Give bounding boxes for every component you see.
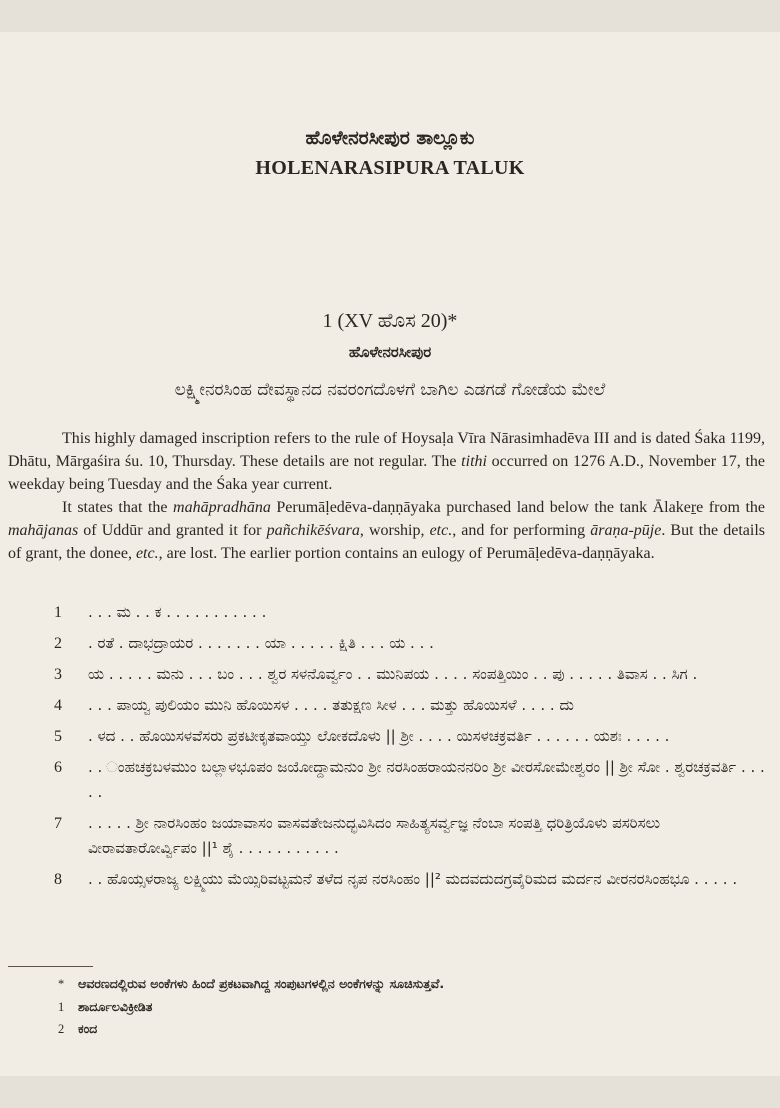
summary-text: . But the details of grant, the donee, bbox=[8, 522, 765, 562]
summary-term: etc. bbox=[429, 522, 453, 539]
line-number: 4 bbox=[54, 697, 62, 714]
footnote-mark: * bbox=[58, 977, 65, 991]
line-text: . ಳದ . . ಹೊಯಿಸಳವೆಸರು ಪ್ರಕಟೀಕೃತವಾಯ್ತು ಲೋಕದೊಳು || ಶ್ರೀ . . . . ಯಿಸಳಚಕ್ರವರ್ತಿ . . . . . . ಯಶಃ . . . . . bbox=[88, 727, 670, 745]
text-line bbox=[0, 693, 780, 718]
document-page bbox=[0, 32, 780, 1076]
line-number: 2 bbox=[54, 635, 62, 652]
kannada-page-title: ಹೊಳೇನರಸೀಪುರ ತಾಲ್ಲೂಕು bbox=[305, 127, 475, 149]
english-page-title: HOLENARASIPURA TALUK bbox=[255, 157, 525, 179]
line-text: . . . ಪಾಯ್ವ ಪುಲಿಯಂ ಮುನಿ ಹೊಯಿಸಳ . . . . ತತುಕ್ಷಣ ಸೀಳ . . . ಮತ್ತು ಹೊಯಿಸಳೆ . . . . ದು bbox=[88, 696, 574, 714]
summary-text: Perumāḷedēva-daṇṇāyaka purchased land below the tank Ālakeṟe from the bbox=[270, 499, 765, 516]
text-line bbox=[0, 600, 780, 625]
summary-text: This highly damaged inscription refers to the rule of Hoysaḷa Vīra Nārasimhadēva III and is dated Śaka 1199, Dhātu, Mārgaśira śu. 10, Thursday. These details are not regular. The bbox=[8, 430, 765, 470]
footnote-text: ಆವರಣದಲ್ಲಿರುವ ಅಂಕೆಗಳು ಹಿಂದೆ ಪ್ರಕಟವಾಗಿದ್ದ ಸಂಪುಟಗಳಲ್ಲಿನ ಅಂಕೆಗಳನ್ನು ಸೂಚಿಸುತ್ತವೆ. bbox=[78, 976, 445, 991]
line-text: . ರತೆ . ದಾಭದ್ರಾಯರ . . . . . . . ಯಾ . . . . . ಕ್ಷಿತಿ . . . ಯ . . . bbox=[88, 634, 434, 652]
footnote bbox=[58, 1021, 758, 1037]
summary-text: of Uddūr and granted it for bbox=[78, 522, 267, 539]
line-number: 7 bbox=[54, 815, 62, 832]
footnote-mark: 2 bbox=[58, 1022, 65, 1036]
summary-term: etc. bbox=[135, 545, 159, 562]
line-number: 6 bbox=[54, 759, 62, 776]
footnote-text: ಕಂದ bbox=[78, 1021, 98, 1036]
text-line bbox=[0, 662, 780, 687]
summary-paragraph-2 bbox=[8, 496, 765, 565]
text-line bbox=[0, 724, 780, 749]
summary-text: It states that the bbox=[62, 499, 174, 516]
summary-term: pañchikēśvara bbox=[266, 522, 360, 539]
line-text: . . ಹೊಯ್ಸಳರಾಜ್ಯ ಲಕ್ಷ್ಮಿಯು ಮೆಯ್ಸಿರಿವಟ್ಟಮನೆ ತಳೆದ ನೃಪ ನರಸಿಂಹಂ ||² ಮದವದುದಗ್ರವೈರಿಮದ ಮರ್ದನ ವೀರನರಸಿಂಹಭೂ . . . . . bbox=[88, 870, 738, 888]
summary-text: , worship, bbox=[359, 522, 430, 539]
text-line bbox=[0, 867, 780, 892]
inscription-location: ಲಕ್ಷ್ಮೀನರಸಿಂಹ ದೇವಸ್ಥಾನದ ನವರಂಗದೊಳಗೆ ಬಾಗಿಲ ಎಡಗಡೆ ಗೋಡೆಯ ಮೇಲೆ bbox=[174, 380, 606, 400]
summary-term: mahāpradhāna bbox=[173, 499, 271, 516]
line-number: 3 bbox=[54, 666, 62, 683]
line-number: 1 bbox=[54, 604, 62, 621]
summary-text: occurred on 1276 A.D., November 17, the weekday being Tuesday and the Śaka year current. bbox=[8, 453, 765, 493]
line-text: . . . . . ಶ್ರೀ ನಾರಸಿಂಹಂ ಜಯಾವಾಸಂ ವಾಸವತೇಜನುದ್ಭವಿಸಿದಂ ಸಾಹಿತ್ಯಸರ್ವ್ವಜ್ಞ ನೆಂಬಾ ಸಂಪತ್ತಿ ಧರಿತ್ರಿಯೊಳು ಪಸರಿಸಲು ವೀರಾವತಾರೋರ್ವ್ವಿಪಂ ||¹ ಶೈ . . . . . . . . . . . bbox=[88, 814, 661, 857]
footnote-text: ಶಾರ್ದೂಲವಿಕ್ರೀಡಿತ bbox=[78, 999, 153, 1014]
summary-term: tithi bbox=[461, 453, 487, 470]
line-number: 5 bbox=[54, 728, 62, 745]
summary-term: mahājanas bbox=[8, 522, 79, 539]
footnote-divider bbox=[8, 966, 93, 967]
text-line bbox=[0, 631, 780, 656]
line-text: ಯ . . . . . ಮನು . . . ಬಂ . . . ಶ್ವರ ಸಳನೊರ್ವ್ವಂ . . ಮುನಿಪಯ . . . . ಸಂಪತ್ತಿಯಿಂ . . ಪು . . . . . ತಿವಾಸ . . ಸಿಗ . bbox=[88, 665, 698, 683]
inscription-place: ಹೊಳೇನರಸೀಪುರ bbox=[348, 343, 432, 361]
summary-text: , are lost. The earlier portion contains an eulogy of Perumāḷedēva-daṇṇāyaka. bbox=[158, 545, 655, 562]
footnote bbox=[58, 976, 758, 992]
text-line bbox=[0, 811, 780, 861]
line-number: 8 bbox=[54, 871, 62, 888]
footnote-mark: 1 bbox=[58, 1000, 65, 1014]
summary-text: , and for performing bbox=[452, 522, 591, 539]
summary-paragraph-1 bbox=[8, 427, 765, 496]
text-line bbox=[0, 755, 780, 805]
inscription-number: 1 (XV ಹೊಸ 20)* bbox=[322, 310, 458, 332]
footnote bbox=[58, 999, 758, 1015]
line-text: . . . ಮ . . ಕ . . . . . . . . . . . bbox=[88, 603, 267, 621]
summary-term: āraṇa-pūje bbox=[590, 522, 662, 539]
line-text: . . ಂಹಚಕ್ರಬಳಮುಂ ಬಲ್ಲಾಳಭೂಪಂ ಜಯೋದ್ದಾಮನುಂ ಶ್ರೀ ನರಸಿಂಹರಾಯನನರಿಂ ಶ್ರೀ ವೀರಸೋಮೇಶ್ವರಂ || ಶ್ರೀ ಸೋ . ಶ್ವರಚಕ್ರವರ್ತಿ . . . . . bbox=[88, 758, 765, 801]
inscription-text-lines bbox=[0, 600, 780, 898]
